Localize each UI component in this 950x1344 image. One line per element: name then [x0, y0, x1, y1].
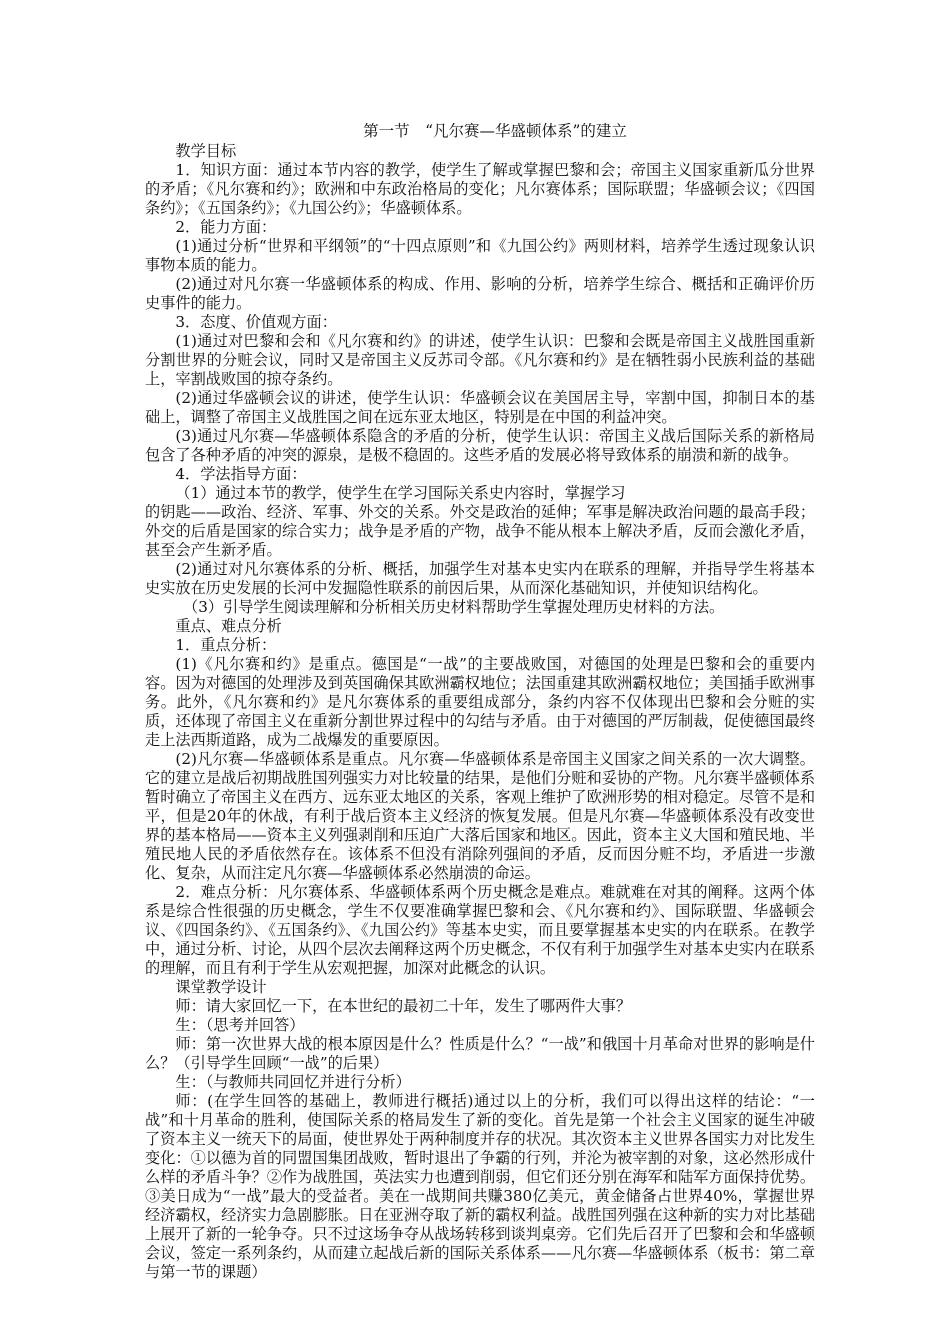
document-page: [145, 122, 815, 1282]
paragraph: (2)通过华盛顿会议的讲述，使学生认识：华盛顿会议在美国居主导，宰割中国，抑制日本的基础上，调整了帝国主义战胜国之间在远东亚太地区，特别是在中国的利益冲突。: [145, 389, 815, 426]
paragraph: 的钥匙——政治、经济、军事、外交的关系。外交是政治的延伸；军事是解决政治问题的最高手段；外交的后盾是国家的综合实力；战争是矛盾的产物，战争不能从根本上解决矛盾，反而会激化矛盾，甚至会产生新矛盾。: [145, 503, 815, 559]
paragraph: 师：(在学生回答的基础上，教师进行概括)通过以上的分析，我们可以得出这样的结论：“一战”和十月革命的胜利，使国际关系的格局发生了新的变化。首先是第一个社会主义国家的诞生冲破了资本主义一统天下的局面，使世界处于两种制度并存的状况。其次资本主义世界各国实力对比发生变化：①以德为首的同盟国集团战败，暂时退出了争霸的行列，并沦为被宰割的对象，这必然形成什么样的矛盾斗争？②作为战胜国，英法实力也遭到削弱，但它们还分别在海军和陆军方面保持优势。③美日成为“一战”最大的受益者。美在一战期间共赚380亿美元，黄金储备占世界40%，掌握世界经济霸权，经济实力急剧膨胀。日在亚洲夺取了新的霸权利益。战胜国列强在这种新的实力对比基础上展开了新的一轮争夺。只不过这场争夺从战场转移到谈判桌旁。它们先后召开了巴黎和会和华盛顿会议，签定一系列条约，从而建立起战后新的国际关系体系——凡尔赛—华盛顿体系（板书：第二章与第一节的课题）: [145, 1092, 815, 1281]
paragraph: 1．重点分析：: [175, 636, 277, 654]
paragraph: 2．难点分析：凡尔赛体系、华盛顿体系两个历史概念是难点。难就难在对其的阐释。这两个体系是综合性很强的历史概念，学生不仅要准确掌握巴黎和会、《凡尔赛和约》、国际联盟、华盛顿会议、《四国条约》、《五国条约》、《九国公约》等基本史实，而且要掌握基本史实的内在联系。在教学中，通过分析、讨论，从四个层次去阐释这两个历史概念，不仅有利于加强学生对基本史实内在联系的理解，而且有利于学生从宏观把握，加深对此概念的认识。: [145, 883, 815, 977]
paragraph: 生：（思考并回答）: [175, 1016, 305, 1034]
paragraph: (1)《凡尔赛和约》是重点。德国是“一战”的主要战败国，对德国的处理是巴黎和会的重要内容。因为对德国的处理涉及到英国确保其欧洲霸权地位；法国重建其欧洲霸权地位；美国插手欧洲事务。此外，《凡尔赛和约》是凡尔赛体系的重要组成部分，条约内容不仅体现出巴黎和会分赃的实质，还体现了帝国主义在重新分割世界过程中的勾结与矛盾。由于对德国的严厉制裁，促使德国最终走上法西斯道路，成为二战爆发的重要原因。: [145, 655, 815, 749]
paragraph: (1)通过对巴黎和会和《凡尔赛和约》的讲述，使学生认识：巴黎和会既是帝国主义战胜国重新分割世界的分赃会议，同时又是帝国主义反苏司令部。《凡尔赛和约》是在牺牲弱小民族利益的基础上，宰割战败国的掠夺条约。: [145, 332, 815, 388]
paragraph: （3）引导学生阅读理解和分析相关历史材料帮助学生掌握处理历史材料的方法。: [183, 598, 725, 616]
heading-class-design: 课堂教学设计: [175, 978, 267, 996]
paragraph: 师：请大家回忆一下，在本世纪的最初二十年，发生了哪两件大事？: [175, 997, 632, 1015]
heading-teaching-goals: 教学目标: [175, 142, 237, 160]
paragraph: 1．知识方面：通过本节内容的教学，使学生了解或掌握巴黎和会；帝国主义国家重新瓜分世界的矛盾；《凡尔赛和约》；欧洲和中东政治格局的变化；凡尔赛体系；国际联盟；华盛顿会议；《四国条约》；《五国条约》；《九国公约》；华盛顿体系。: [145, 161, 815, 217]
paragraph: 3．态度、价值观方面：: [175, 313, 337, 331]
paragraph: 2．能力方面：: [175, 218, 277, 236]
paragraph: 师：第一次世界大战的根本原因是什么？性质是什么？“一战”和俄国十月革命对世界的影响是什么？（引导学生回顾“一战”的后果）: [145, 1035, 815, 1072]
paragraph: （1）通过本节的教学，使学生在学习国际关系史内容时，掌握学习: [175, 484, 626, 502]
heading-key-points: 重点、难点分析: [175, 617, 282, 635]
paragraph: (2)通过对凡尔赛体系的分析、概括，加强学生对基本史实内在联系的理解，并指导学生将基本史实放在历史发展的长河中发掘隐性联系的前因后果，从而深化基础知识，并使知识结构化。: [145, 560, 815, 597]
page-title: 第一节 “凡尔赛—华盛顿体系”的建立: [363, 122, 627, 140]
paragraph: (2)凡尔赛—华盛顿体系是重点。凡尔赛—华盛顿体系是帝国主义国家之间关系的一次大调整。它的建立是战后初期战胜国列强实力对比较量的结果，是他们分赃和妥协的产物。凡尔赛半盛顿体系暂时确立了帝国主义在西方、远东亚太地区的关系，客观上维护了欧洲形势的相对稳定。尽管不是和平，但是20年的休战，有利于战后资本主义经济的恢复发展。但是凡尔赛—华盛顿体系没有改变世界的基本格局——资本主义列强剥削和压迫广大落后国家和地区。因此，资本主义大国和殖民地、半殖民地人民的矛盾依然存在。该体系不但没有消除列强间的矛盾，反而因分赃不均，矛盾进一步激化、复杂，从而注定凡尔赛—华盛顿体系必然崩溃的命运。: [145, 750, 815, 882]
paragraph: 4．学法指导方面：: [175, 465, 307, 483]
paragraph: (1)通过分析“世界和平纲领”的“十四点原则”和《九国公约》两则材料，培养学生透过现象认识事物本质的能力。: [145, 237, 815, 274]
paragraph: (2)通过对凡尔赛一华盛顿体系的构成、作用、影响的分析，培养学生综合、概括和正确评价历史事件的能力。: [145, 275, 815, 312]
paragraph: 生：（与教师共同回忆并进行分析）: [175, 1073, 411, 1091]
paragraph: (3)通过凡尔赛—华盛顿体系隐含的矛盾的分析，使学生认识：帝国主义战后国际关系的新格局包含了各种矛盾的冲突的源泉，是极不稳固的。这些矛盾的发展必将导致体系的崩溃和新的战争。: [145, 427, 815, 464]
